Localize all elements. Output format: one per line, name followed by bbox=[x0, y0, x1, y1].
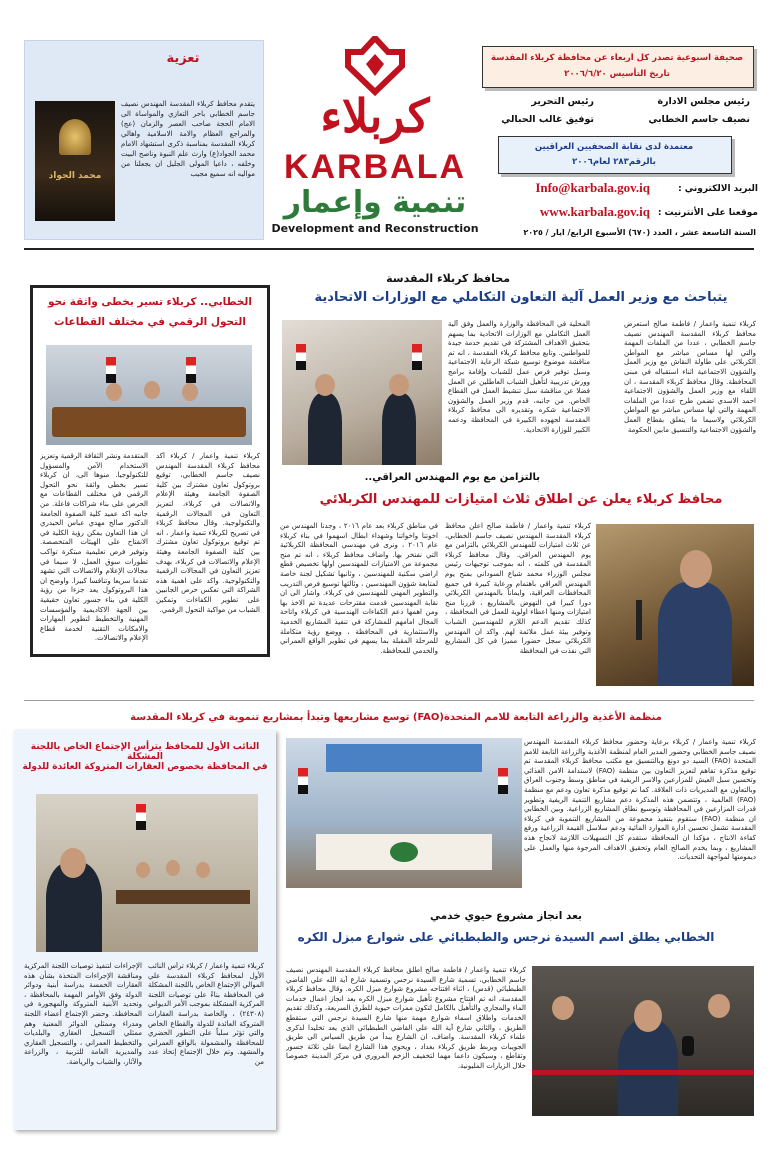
speaker-figure bbox=[658, 582, 732, 686]
article4-headline-line2: في المحافظة بخصوص العقارات المتروكة العائدة للدولة bbox=[22, 762, 268, 772]
sidebar1-col-left: المتقدمة ونشر الثقافة الرقمية وتعزيز الاستخدام الآمن والمسؤول للتكنولوجيا. منوها الى، ان كربلاء تسير بخطى واثقة نحو التحول الرقمي في مختلف القطاعات مع الحرص على بناء شراكات فاعلة. من جانبه اكد عميد كلية الصفوة الجامعة الدكتور صالح مهدي عباس الحيدري ان هذا التعاون يمكن رؤية الكلية في الانفتاح على الهيئات المتخصصة. وتوفير فرص تعليمية مبتكرة تواكب تطورات سوق العمل، لا سيما في مجالات الإعلام والاتصالات التي تشهد تقدما سريعا وتنافسا كبيرا. واوضح ان هذا البروتوكول يعد جزءا من رؤية الكلية في بناء جسور تعاون حقيقية بين الجهة الاكاديمية والمؤسسات المهنية والتخطيط لتطوير المهارات والامكانات التقنية لخدمة قطاع الإعلام والاتصالات. bbox=[40, 452, 148, 643]
article5-headline: الخطابي يطلق اسم السيدة نرجس والطبطبائي على شوارع مبزل الكره bbox=[297, 930, 715, 944]
person-head bbox=[389, 374, 409, 396]
issue-line: السنة التاسعة عشر ، العدد (٦٧٠) الأسبوع الرابع/ ايار / ٢٠٢٥ bbox=[523, 228, 756, 237]
article1-col-right: كربلاء تنمية واعمار / فاطمة صالح استعرض محافظ كربلاء المقدسة المهندس نصيف جاسم الخطابي ، عددا من الملفات المهمة والتي لها مساس مباشر مع المواطن الكربلائي على طاولة النقاش مع وزير العمل والشؤون الاجتماعية اثناء استقباله في مبنى المحافظة. وقال محافظ كربلاء المقدسة ، ان اللقاء مع وزير العمل والشؤون الاجتماعية احمد الاسدي تضمن طرح عددا من الملفات المهمة والتي لها مساس مباشر مع المواطن الكربلائي ولاسيما ما يتعلق بقطاع العمل والشؤون الاجتماعية والتنسيق مابين الحكومة bbox=[624, 320, 756, 434]
person-head bbox=[708, 994, 730, 1018]
article4-col-left: الإجراءات لتنفيذ توصيات اللجنة المركزية ومناقشة الإجراءات المتخذة بشأن هذه العقارات الخمسة بدراسة أبنية ودوائر الدولة وفق الأوامر المهمة بالمحافظة ، وتحديد الأبنية المتروكة والمهجورة في المحافظة. وحضر الإجتماع أعضاء اللجنة ومدراء وممثلي الدوائر المعنية وهم ممثلي التسجيل العقاري والبلديات والتخطيط العمراني ، والتسجيل العقاري والمديرية العامة للتربية ، والزراعة والآثار، والشباب والرياضة. bbox=[24, 962, 142, 1066]
person-head bbox=[315, 374, 335, 396]
conference-table bbox=[52, 407, 246, 437]
microphone-icon bbox=[636, 600, 642, 640]
email-label: البريد الالكتروني : bbox=[678, 184, 758, 194]
condolence-image-caption: محمد الجواد bbox=[48, 171, 102, 181]
person-head bbox=[136, 862, 150, 878]
article3-photo bbox=[286, 738, 522, 888]
un-banner bbox=[326, 744, 482, 772]
article2-kicker: بالتزامن مع يوم المهندس العراقي.. bbox=[364, 472, 540, 483]
article2-headline: محافظ كربلاء يعلن عن اطلاق ثلاث امتيازات للمهندس الكربلائي bbox=[319, 492, 723, 507]
article1-col-left: المحلية في المحافظة والوزارة والعمل وفق آلية العمل التكاملي مع الوزارات الاتحادية بما يسهم بتحقيق الاهداف المشتركة في تقديم خدمة جيدة للمواطنين. وتابع محافظ كربلاء المقدسة ، انه تم مناقشة موضوع توسيع شبكة الرعاية الاجتماعية وسبل توفير فرص عمل للشباب وإقامة برامج وورش تدريبية لتأهيل الشباب العاطلين عن العمل فضلا عن مناقشة سبل تنشيط العمل في القطاع الخاص. من جانبه، قدم وزير العمل والشؤون الاجتماعية شكره وتقديره الى محافظ كربلاء المقدسة لجهوده الكبيرة في المحافظة ودعمه الكبير للوزارة الاتحادية. bbox=[448, 320, 590, 434]
article5-body: كربلاء تنمية واعمار / فاطمة صالح اطلق محافظ كربلاء المقدسة المهندس نصيف جاسم الخطابي، تسمية شارع السيدة نرجس وتسمية شارع آية الله علي القاضي الطبطبائي (قدس) ، اثناء افتتاحه مشروع شوارع مبزل الكره. وقال محافظ كربلاء المقدسة، انه تم افتتاح مشروع تأهيل شوارع مبزل الكره بعد انجاز اعمال خدمات الماء والمجاري والتأهيل بالكامل لتكون ممرات حيوية للطرق السريعة، وكذلك تقديم الخدمات واطلاق اسماء شوارع مهمة منها شارع السيدة نرجس التي ستقطع الطريق ، والثاني شارع آية الله علي القاضي الطبطبائي الذي يعد تخليدا لذكرى علماء كربلاء المقدسة. واضاف، ان الشارع يبدأ من طريق السياس الى طريق الجويبات ويربط طريق كربلاء بغداد ، ويحوي هذا الشارع ايضا على ثلاثة جسور وتقاطع ، وسيكون داعما مهما لتخفيف الزخم المروري في مركز المدينة خصوصا خلال الزيارات المليونية. bbox=[286, 966, 526, 1070]
syndicate-box bbox=[498, 136, 732, 174]
article1-kicker: محافظ كربلاء المقدسة bbox=[386, 272, 510, 285]
syndicate-line2: بالرقم٢٨٣ لعام٢٠٠٦ bbox=[572, 157, 656, 167]
logo-latin: KARBALA bbox=[283, 148, 467, 186]
article2-col-left: في مناطق كربلاء بعد عام ٢٠١٦ ، وجدنا المهندس من اخوتنا واخواتنا وشهداء ابطال اسهموا في بناء كربلاء عام ٢٠١٦ ، ونرى في مهندسي المحافظة الكربلائية التي نفتخر بها. واضاف محافظ كربلاء ، انه تم منح مجموعة من الامتيازات للمهندسين اولها تخصيص قطع اراضي سكنية للمهندسين ، وثانيها تشكيل لجنة خاصة لمتابعة شؤون المهندسين ، وثالثها توسيع فرص التدريب والتطوير المهني للمهندسين في كربلاء. واشار الى ان نقابة المهندسين قدمت مقترحات عديدة تم الاخذ بها ومن اهمها دعم الكفاءات الهندسية في كربلاء واتاحة المجال امامهم للمشاركة في تنفيذ المشاريع الخدمية والاستثمارية في المحافظة ، ووضع رؤية متكاملة للمرحلة المقبلة بما يسهم في تطوير الواقع العمراني والخدمي للمحافظة. bbox=[280, 522, 438, 655]
meeting-table bbox=[116, 890, 250, 904]
article5-photo bbox=[532, 966, 754, 1116]
masthead-divider bbox=[24, 248, 754, 250]
microphone-icon bbox=[682, 1036, 694, 1056]
iraq-flag-icon bbox=[296, 344, 306, 370]
person-head bbox=[552, 996, 574, 1020]
sidebar1-col-right: كربلاء تنمية واعمار / كربلاء أكد محافظ كربلاء المقدسة المهندس نصيف جاسم الخطابي، توقيع بروتوكول تعاون مشترك بين كلية الصفوة الجامعة وهيئة الإعلام والاتصالات في كربلاء، لتعزيز التعاون في المجالات الرقمية والتكنولوجية. وقال محافظ كربلاء في تصريح لكربلاء تنمية واعمار ، انه تم توقيع بروتوكول تعاون مشترك بين كلية الصفوة الجامعة وهيئة الإعلام والاتصالات في كربلاء، بهدف تعزيز التعاون في المجالات الرقمية والتكنولوجية. واكد على اهمية هذه الشراكة التي تعكس حرص الجانبين على تطوير الكفاءات وتمكين الشباب من مواكبة التحول الرقمي. bbox=[156, 452, 260, 614]
syndicate-line1: معتمدة لدى نقابة الصحفيين العراقيين bbox=[534, 142, 694, 152]
article3-headline: منظمة الأغذية والزراعة التابعة للامم المتحدة(FAO) توسع مشاريعها وتبدأ بمشاريع تنموية في كربلاء المقدسة bbox=[130, 712, 662, 723]
logo-tagline-arabic: تنمية وإعمار bbox=[283, 185, 467, 220]
section-divider bbox=[24, 700, 754, 701]
logo-arabic: كربلاء bbox=[320, 89, 430, 143]
person-head bbox=[182, 383, 198, 401]
editor-title: رئيس التحرير bbox=[531, 96, 594, 107]
person-head bbox=[166, 860, 180, 876]
article2-col-right: كربلاء تنمية واعمار / فاطمة صالح اعلن محافظ كربلاء المقدسة المهندس نصيف جاسم الخطابي، عن ثلاث امتيازات للمهندس الكربلائي بالتزامن مع يوم المهندس العراقي. وقال محافظ كربلاء المقدسة في كلمته ، انه بموجب توجيهات رئيس مجلس الوزراء محمد شياع السوداني بمنح يوم المهندس العراقي باهتمام ورعاية كبيرة في جميع المحافظات العراقية، وايماناً بالمهندس الكربلائي دورا كبيرا في النهوض بالمشاريع ، قررنا منح امتيازات ومنها اعطاء اولوية للعمل في المحافظة ، كذلك تقديم الدعم اللازم للمهندسين الشباب وتوفير بيئة عمل ملائمة لهم. واكد ان المهندس الكربلائي سجل حضورا مميزا في كل المشاريع التي نفذت في المحافظة bbox=[445, 522, 591, 655]
condolence-title: تعزية bbox=[166, 51, 200, 66]
article2-photo bbox=[596, 524, 754, 686]
person-figure bbox=[382, 393, 416, 465]
condolence-body: يتقدم محافظ كربلاء المقدسة المهندس نصيف جاسم الخطابي باحر التعازي والمواساة الى الامام الحجة صاحب العصر والزمان (عج) والمراجع العظام والامة الاسلامية واهالي كربلاء المقدسة بمناسبة ذكرى استشهاد الامام محمد الجواد(ع) وارث علم النبوة وناصح البيت وخلفه ، داعيا المولى الجليل ان يجعلنا من مواليه انه سميع مجيب bbox=[121, 100, 255, 178]
sidebar1-photo bbox=[46, 345, 252, 445]
article4-col-right: كربلاء تنمية واعمار / كربلاء ترأس النائب الأول لمحافظ كربلاء المقدسة علي الموالي الإجتماع الخاص باللجنة المشكلة في المحافظة بناءً على توصيات اللجنة المركزية المشكلة بموجب الأمر الديواني (٢٤٣٠٨) ، والخاصة بدراسة العقارات المتروكة العائدة للدولة والقطاع الخاص والتي تؤثر سلباً على التطور الحضري للمحافظة والمشمولة بالواقع العمراني والمشهد. وتم خلال الإجتماع إتخاذ عدد من bbox=[148, 962, 264, 1066]
official-head bbox=[60, 848, 86, 878]
person-head bbox=[144, 381, 160, 399]
shrine-dome-icon bbox=[59, 119, 91, 155]
condolence-image bbox=[35, 101, 115, 221]
article5-kicker: بعد انجاز مشروع حيوي خدمي bbox=[430, 910, 582, 922]
person-head bbox=[196, 862, 210, 878]
article1-photo bbox=[282, 320, 442, 465]
iraq-flag-icon bbox=[186, 357, 196, 383]
publication-box bbox=[482, 46, 754, 88]
logo-tagline-english: Development and Reconstruction bbox=[271, 222, 479, 235]
article4-photo bbox=[36, 794, 258, 952]
official-figure bbox=[618, 1020, 678, 1116]
publication-frequency: صحيفة اسبوعية تصدر كل اربعاء عن محافظة كربلاء المقدسة bbox=[490, 53, 744, 63]
iraq-flag-icon bbox=[136, 804, 146, 830]
official-head bbox=[634, 1000, 662, 1032]
iraq-flag-icon bbox=[298, 768, 308, 794]
condolence-box bbox=[24, 40, 264, 240]
logo-ornament-icon bbox=[340, 36, 410, 96]
person-figure bbox=[308, 393, 342, 465]
board-title: رئيس مجلس الادارة bbox=[657, 96, 750, 107]
person-head bbox=[106, 383, 122, 401]
email-link[interactable]: Info@karbala.gov.iq bbox=[535, 180, 650, 195]
publication-founded: تاريخ التأسيس ٢٠٠٦/٦/٢٠ bbox=[564, 69, 670, 79]
article1-headline: يتباحث مع وزير العمل آلية التعاون التكاملي مع الوزارات الاتحادية bbox=[314, 290, 728, 305]
sidebar1-headline-line2: التحول الرقمي في مختلف القطاعات bbox=[54, 316, 246, 328]
fao-logo-icon bbox=[390, 842, 418, 862]
iraq-flag-icon bbox=[106, 357, 116, 383]
iraq-flag-icon bbox=[498, 768, 508, 794]
article3-body: كربلاء تنمية واعمار / كربلاء برعاية وحضور محافظ كربلاء المقدسة المهندس نصيف جاسم الخطابي وحضور المدير العام لمنظمة الأغذية والزراعة التابعة للامم المتحدة (FAO) السيد دو دونغ وبالتنسيق مع مكتب محافظ كربلاء المقدسة تم توقيع مذكرة تفاهم لتعزيز التعاون بين منظمة (FAO) لاستدامة الامن الغذائي وتحسين سبل العيش للمزارعين والاسر الريفية في مناطق وسط وجنوب العراق وبالتعاون مع المديريات ذات العلاقة. كما تم توقيع مذكرة تعاون ودعم مع منظمة (FAO) العالمية ، وتتضمن هذه المذكرة دعم مشاريع التنمية الريفية وتطوير قدرات المزارعين في المحافظة وتوسيع نطاق المشاريع الزراعية. وبين الخطابي ان منظمة (FAO) ستقوم بتنفيذ مجموعة من المشاريع التنموية في كربلاء المقدسة تشمل تحسين ادارة الموارد المائية ودعم سلاسل القيمة الزراعية ورفع كفاءة الانتاج ، مؤكدا ان المحافظة ستقدم كل التسهيلات اللازمة لانجاح هذه المشاريع ، وبما يخدم الصالح العام وتحقيق الاهداف المرجوة منها والعمل على ديمومتها لمواجهة التحديات. bbox=[524, 738, 756, 862]
sidebar1-headline-line1: الخطابي.. كربلاء تسير بخطى واثقة نحو bbox=[48, 296, 252, 308]
site-label: موقعنا على الأنترنيت : bbox=[657, 208, 758, 218]
article4-headline-line1: النائب الأول للمحافظ يترأس الإجتماع الخاص باللجنة المشكلة bbox=[30, 742, 260, 762]
editor-name: توفيق غالب الحبالي bbox=[501, 114, 594, 125]
ribbon bbox=[532, 1070, 754, 1075]
iraq-flag-icon bbox=[412, 344, 422, 370]
logo bbox=[270, 36, 480, 241]
site-link[interactable]: www.karbala.gov.iq bbox=[539, 204, 650, 219]
board-name: نصيف جاسم الخطابي bbox=[648, 114, 750, 125]
speaker-head bbox=[680, 550, 712, 588]
